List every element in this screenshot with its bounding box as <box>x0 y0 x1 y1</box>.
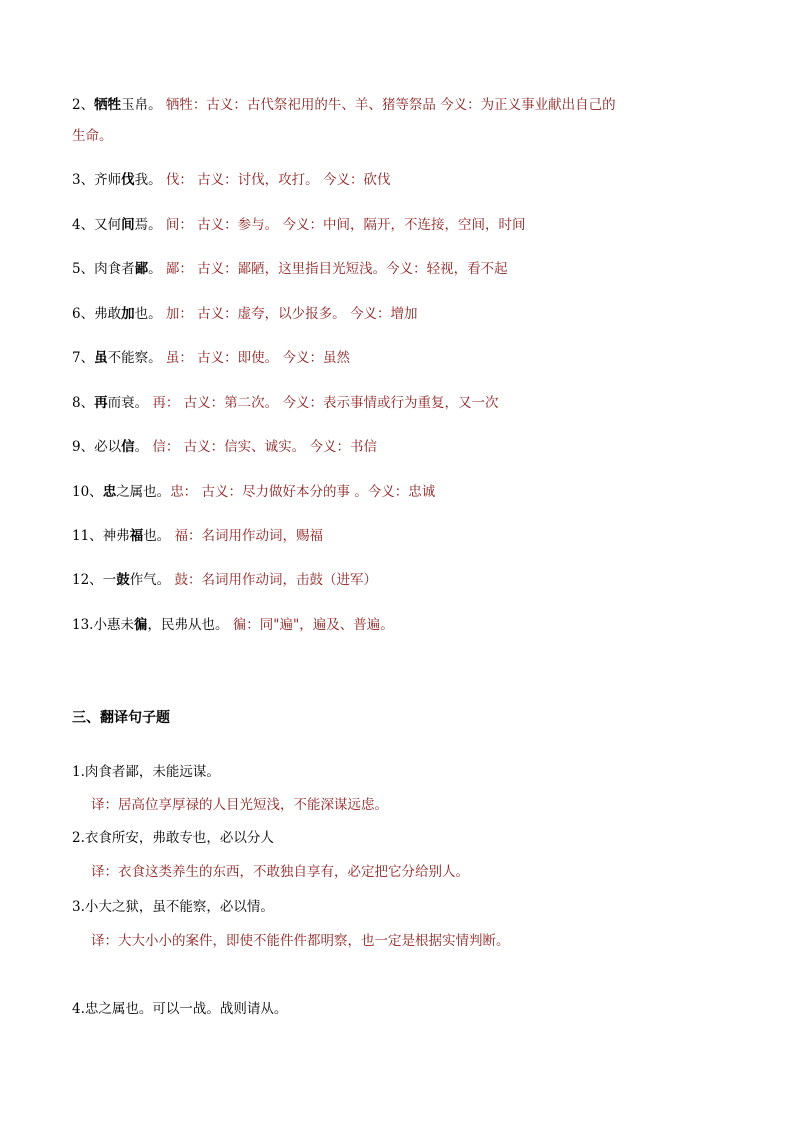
sentence-number: 4. <box>72 1001 85 1017</box>
item-term-bold: 福 <box>129 528 144 544</box>
item-term-bold: 再 <box>94 395 108 411</box>
item-phrase-post: 也。 <box>143 528 171 544</box>
item-definition: 虽： 古义：即使。 今义：虽然 <box>161 350 350 366</box>
item-number: 9、 <box>72 439 95 455</box>
item-phrase-post: 。 <box>148 261 162 277</box>
item-term-bold: 伐 <box>121 172 135 188</box>
item-number: 7、 <box>72 350 95 366</box>
item-number: 4、 <box>72 217 95 233</box>
item-definition: 徧：同"遍"，遍及、普遍。 <box>228 617 394 633</box>
item-phrase-post: ，民弗从也。 <box>147 617 229 633</box>
translation-sentence-1 <box>72 763 220 781</box>
item-phrase-post: 。 <box>134 439 149 455</box>
vocab-item-3 <box>72 171 390 189</box>
translation-sentence-4 <box>72 1000 287 1018</box>
item-term-bold: 鄙 <box>134 261 149 277</box>
item-phrase-post: 焉。 <box>134 217 162 233</box>
vocab-item-5 <box>72 260 508 278</box>
item-phrase-post: 玉帛。 <box>121 97 162 113</box>
item-number: 12、 <box>72 572 103 588</box>
vocab-item-9 <box>72 438 377 456</box>
translation-answer-2: 译：衣食这类养生的东西，不敢独自享有，必定把它分给别人。 <box>91 864 469 880</box>
item-definition: 牺牲：古义：古代祭祀用的牛、羊、猪等祭品 今义：为正义事业献出自己的 <box>161 97 616 113</box>
item-number: 13. <box>72 617 94 633</box>
item-phrase-pre: 必以 <box>94 439 122 455</box>
item-phrase-pre: 神弗 <box>102 528 130 544</box>
vocab-item-2 <box>72 96 616 114</box>
vocab-item-10 <box>72 483 435 501</box>
translation-sentence-2 <box>72 829 274 847</box>
sentence-text: 忠之属也。可以一战。战则请从。 <box>84 1001 288 1017</box>
item-number: 2、 <box>72 97 95 113</box>
item-term-bold: 徧 <box>133 617 148 633</box>
vocab-item-12 <box>72 571 377 589</box>
item-phrase-pre: 小惠未 <box>93 617 134 633</box>
item-definition: 再： 古义：第二次。 今义：表示事情或行为重复，又一次 <box>148 395 499 411</box>
item-phrase-pre: 一 <box>102 572 117 588</box>
sentence-text: 小大之狱，虽不能察，必以情。 <box>84 899 274 915</box>
item-term-bold: 鼓 <box>116 572 130 588</box>
item-definition: 间： 古义：参与。 今义：中间，隔开，不连接，空间，时间 <box>161 217 526 233</box>
item-definition: 加： 古义：虚夸，以少报多。 今义：增加 <box>161 306 418 322</box>
vocab-item-4 <box>72 216 525 234</box>
item-number: 3、 <box>72 172 95 188</box>
item-definition: 信： 古义：信实、诚实。 今义：书信 <box>148 439 377 455</box>
item-definition: 忠： 古义：尽力做好本分的事 。今义：忠诚 <box>170 484 436 500</box>
item-term-bold: 信 <box>121 439 135 455</box>
item-phrase-pre: 齐师 <box>94 172 122 188</box>
item-definition: 鄙： 古义：鄙陋，这里指目光短浅。今义：轻视，看不起 <box>161 261 508 277</box>
item-term-bold: 牺牲 <box>94 97 122 113</box>
translation-sentence-3 <box>72 898 274 916</box>
section-heading: 三、翻译句子题 <box>72 710 170 726</box>
item-phrase-post: 作气。 <box>129 572 171 588</box>
item-phrase-pre: 又何 <box>94 217 122 233</box>
item-phrase-post: 之属也。 <box>116 484 171 500</box>
item-phrase-post: 我。 <box>134 172 162 188</box>
item-phrase-post: 而衰。 <box>107 395 149 411</box>
sentence-number: 2. <box>72 830 85 846</box>
item-term-bold: 忠 <box>102 484 117 500</box>
vocab-item-11 <box>72 527 323 545</box>
item-phrase-pre: 弗敢 <box>94 306 122 322</box>
item-number: 5、 <box>72 261 95 277</box>
sentence-text: 肉食者鄙，未能远谋。 <box>84 764 220 780</box>
item-phrase-pre: 肉食者 <box>94 261 135 277</box>
item-definition: 伐： 古义：讨伐，攻打。 今义：砍伐 <box>161 172 391 188</box>
vocab-item-8 <box>72 394 498 412</box>
vocab-item-13 <box>72 616 394 634</box>
sentence-text: 衣食所安，弗敢专也，必以分人 <box>84 830 274 846</box>
translation-answer-3: 译：大大小小的案件，即使不能件件都明察，也一定是根据实情判断。 <box>91 933 510 949</box>
item-definition: 福：名词用作动词，赐福 <box>170 528 323 544</box>
item-term-bold: 间 <box>121 217 135 233</box>
item-phrase-post: 也。 <box>134 306 162 322</box>
translation-answer-1: 译：居高位享厚禄的人目光短浅，不能深谋远虑。 <box>91 797 388 813</box>
sentence-number: 3. <box>72 899 85 915</box>
vocab-item-2-continuation: 生命。 <box>72 128 113 144</box>
item-term-bold: 虽 <box>94 350 108 366</box>
item-number: 11、 <box>72 528 103 544</box>
item-number: 6、 <box>72 306 95 322</box>
item-definition: 鼓：名词用作动词，击鼓（进军） <box>170 572 377 588</box>
vocab-item-6 <box>72 305 417 323</box>
item-number: 10、 <box>72 484 103 500</box>
sentence-number: 1. <box>72 764 85 780</box>
vocab-item-7 <box>72 349 350 367</box>
item-number: 8、 <box>72 395 95 411</box>
item-term-bold: 加 <box>121 306 135 322</box>
item-phrase-post: 不能察。 <box>107 350 162 366</box>
